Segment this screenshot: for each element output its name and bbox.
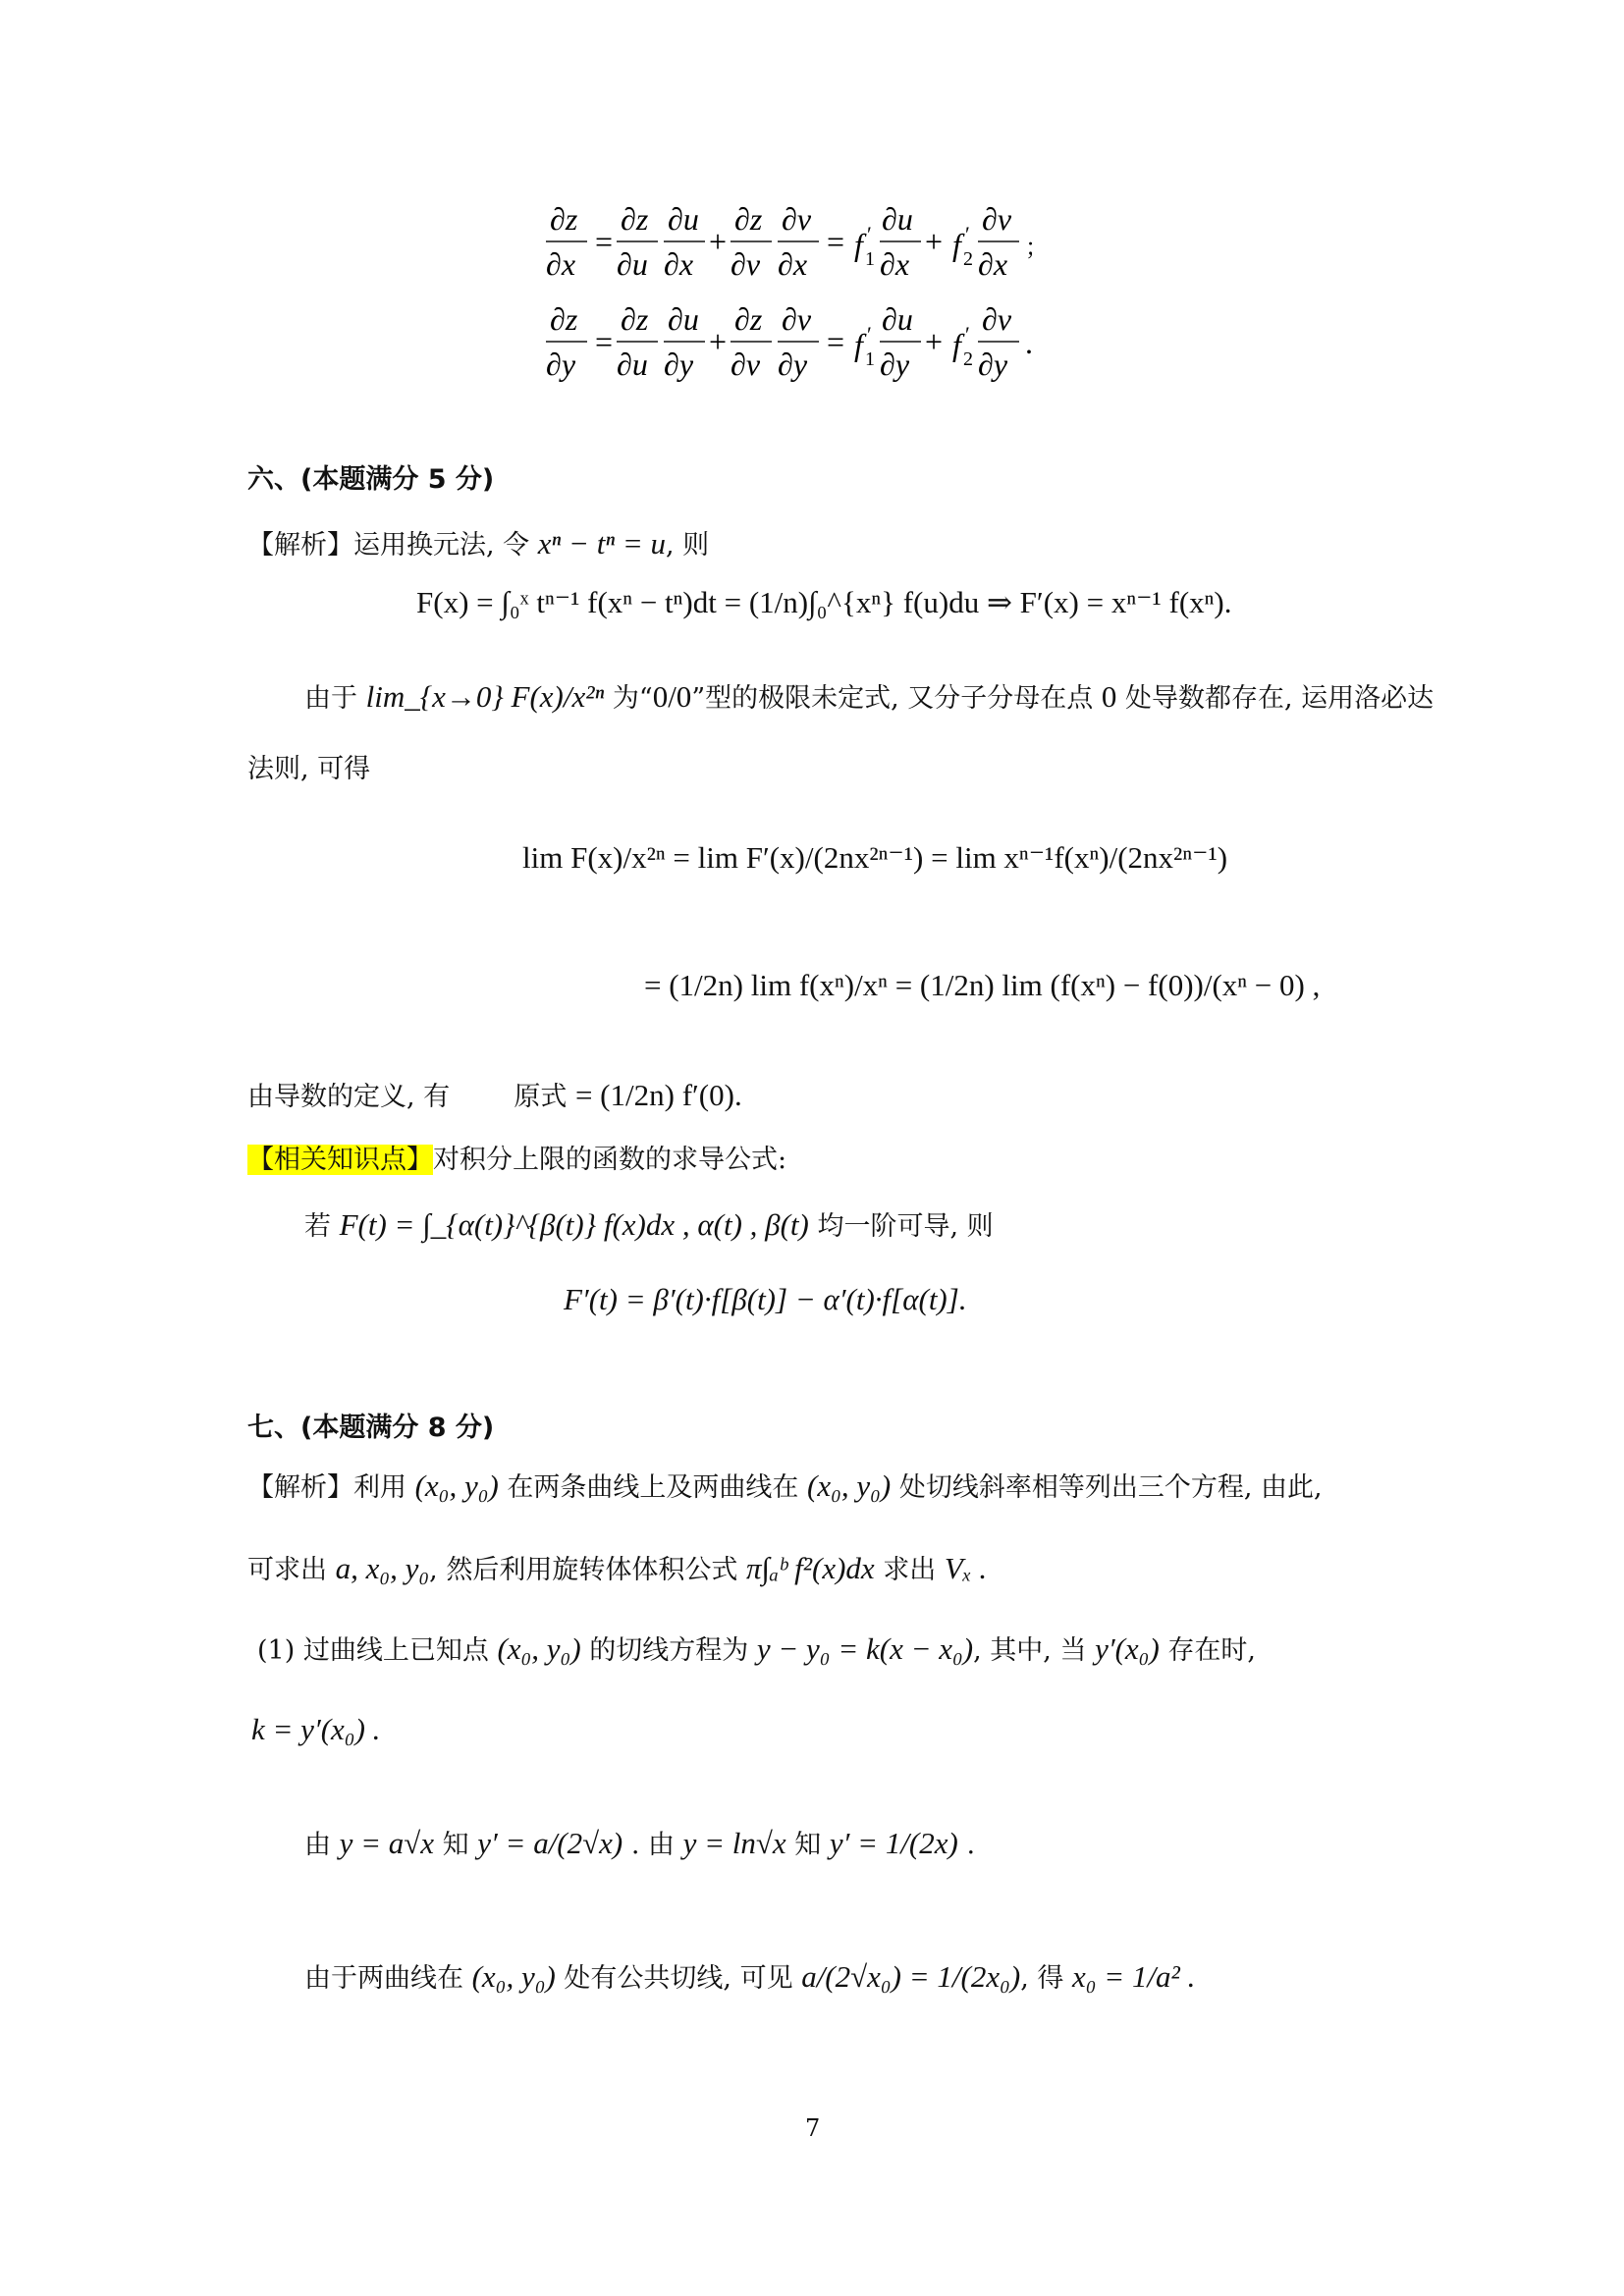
- svg-text:∂u: ∂u: [668, 301, 699, 337]
- unknown-vars: a, x₀, y₀: [335, 1551, 430, 1585]
- def-text: 由导数的定义, 有: [247, 1082, 451, 1112]
- svg-text:∂z: ∂z: [621, 301, 649, 337]
- derivative-1: y′ = a/(2√x): [477, 1826, 623, 1860]
- equation-top-1-render: [538, 194, 1049, 293]
- knowledge-text: 对积分上限的函数的求导公式:: [433, 1145, 787, 1175]
- equation-limit-2: [644, 968, 1320, 1003]
- limit-intro-line: [304, 677, 1434, 719]
- step-1-b: 的切线方程为: [589, 1635, 749, 1666]
- by-1: 由: [304, 1830, 331, 1860]
- svg-text:=: =: [827, 324, 845, 359]
- svg-text:∂z: ∂z: [550, 201, 578, 237]
- knowledge-line: [247, 1141, 786, 1180]
- equation-limit-1-text: lim F(x)/x²ⁿ = lim F′(x)/(2nx²ⁿ⁻¹) = lim xⁿ⁻¹f(xⁿ)/(2nx²ⁿ⁻¹): [522, 840, 1228, 875]
- x0-result: x₀ = 1/a² .: [1071, 1959, 1196, 1994]
- equation-top-2: [538, 294, 1049, 393]
- derivative-at-x0: y′(x₀): [1095, 1631, 1160, 1666]
- know-1: 知: [442, 1830, 469, 1860]
- limit-pre: 由于: [304, 683, 357, 714]
- svg-text:∂y: ∂y: [664, 347, 694, 382]
- substitution-expr: xⁿ − tⁿ = u: [537, 526, 667, 561]
- equation-top-1: [538, 194, 1049, 293]
- svg-text:f: f: [952, 327, 961, 362]
- step-1-c: , 其中, 当: [973, 1635, 1087, 1666]
- analysis-1b: 在两条曲线上及两曲线在: [507, 1472, 799, 1503]
- svg-text:=: =: [827, 224, 845, 259]
- equation-top-2-render: [538, 294, 1049, 393]
- step-1-num: (1): [257, 1635, 296, 1666]
- end-dot: .: [966, 1830, 976, 1860]
- curve-2: y = ln√x: [682, 1826, 786, 1860]
- analysis-2c: 求出: [883, 1555, 937, 1585]
- def-label: 原式: [514, 1082, 568, 1112]
- svg-text:∂u: ∂u: [882, 301, 913, 337]
- svg-text:1: 1: [865, 248, 875, 270]
- analysis-tag-7: 【解析】: [247, 1472, 353, 1503]
- limit-expr: lim_{x→0} F(x)/x²ⁿ: [365, 679, 605, 714]
- svg-text:1: 1: [865, 348, 875, 370]
- svg-text:2: 2: [963, 348, 973, 370]
- svg-text:f: f: [854, 327, 863, 362]
- section-7-analysis-line-1: [247, 1467, 1323, 1508]
- analysis-tag: 【解析】: [247, 530, 353, 561]
- page-number: 7: [805, 2114, 821, 2142]
- svg-text:∂u: ∂u: [617, 347, 648, 382]
- svg-text:∂y: ∂y: [546, 347, 576, 382]
- common-tangent-line: [304, 1957, 1195, 1999]
- svg-text:∂v: ∂v: [731, 347, 761, 382]
- svg-text:∂v: ∂v: [731, 246, 761, 282]
- analysis-1c: 处切线斜率相等列出三个方程, 由此,: [898, 1472, 1323, 1503]
- analysis-2b: , 然后利用旋转体体积公式: [429, 1555, 738, 1585]
- limit-post: ”型的极限未定式, 又分子分母在点: [691, 683, 1094, 714]
- analysis-text: 运用换元法, 令: [353, 530, 530, 561]
- svg-text:∂v: ∂v: [982, 301, 1012, 337]
- limit-form: 0/0: [652, 679, 692, 714]
- derivative-2: y′ = 1/(2x): [829, 1826, 958, 1860]
- svg-text:∂v: ∂v: [782, 301, 812, 337]
- volume-Vx: Vₓ .: [944, 1551, 988, 1585]
- svg-text:′: ′: [965, 222, 970, 246]
- svg-text:′: ′: [867, 222, 872, 246]
- section-6-heading: 六、(本题满分 5 分): [247, 464, 495, 495]
- derivatives-line: [304, 1824, 975, 1865]
- svg-text:∂z: ∂z: [734, 201, 763, 237]
- svg-text:′: ′: [965, 322, 970, 347]
- step-1-line: [257, 1629, 1256, 1671]
- svg-text:∂x: ∂x: [778, 246, 808, 282]
- section-7-analysis-line-2: [247, 1549, 987, 1590]
- svg-text:∂z: ∂z: [621, 201, 649, 237]
- common-b: 处有公共切线, 可见: [564, 1963, 793, 1994]
- common-a: 由于两曲线在: [304, 1963, 463, 1994]
- svg-text:∂u: ∂u: [882, 201, 913, 237]
- formula-intro-pre: 若: [304, 1211, 331, 1242]
- svg-text:∂y: ∂y: [778, 347, 808, 382]
- def-expr: = (1/2n) f′(0).: [574, 1078, 742, 1112]
- svg-text:∂u: ∂u: [668, 201, 699, 237]
- svg-text:f: f: [952, 227, 961, 262]
- point-x0-y0-3: (x₀, y₀): [497, 1631, 581, 1666]
- svg-text:∂y: ∂y: [978, 347, 1008, 382]
- svg-text:.: .: [1025, 325, 1033, 360]
- section-6-analysis: [247, 524, 709, 565]
- leibniz-formula: F′(t) = β′(t)·f[β(t)] − α′(t)·f[α(t)].: [564, 1282, 967, 1316]
- know-2: 知: [794, 1830, 822, 1860]
- analysis-2a: 可求出: [247, 1555, 327, 1585]
- svg-text:∂z: ∂z: [550, 301, 578, 337]
- limit-mid: 为“: [612, 683, 653, 714]
- svg-text:+: +: [925, 224, 944, 259]
- svg-text:∂x: ∂x: [978, 246, 1008, 282]
- svg-text:∂v: ∂v: [982, 201, 1012, 237]
- point-x0-y0-4: (x₀, y₀): [471, 1959, 556, 1994]
- common-equation: a/(2√x₀) = 1/(2x₀): [801, 1959, 1021, 1994]
- svg-text:=: =: [595, 324, 614, 359]
- svg-text:′: ′: [867, 322, 872, 347]
- analysis-1a: 利用: [353, 1472, 406, 1503]
- equation-limit-1: [522, 840, 1227, 876]
- svg-text:∂x: ∂x: [546, 246, 576, 282]
- limit-post2: 处导数都存在, 运用洛必达: [1124, 683, 1435, 714]
- knowledge-tag: 【相关知识点】: [247, 1145, 433, 1175]
- equation-F: [416, 585, 1231, 620]
- formula-intro-expr: F(t) = ∫_{α(t)}^{β(t)} f(x)dx , α(t) , β(t): [339, 1207, 809, 1242]
- formula-intro-post: 均一阶可导, 则: [817, 1211, 994, 1242]
- section-7-heading: 七、(本题满分 8 分): [247, 1413, 495, 1443]
- svg-text:∂x: ∂x: [664, 246, 694, 282]
- svg-text:+: +: [925, 324, 944, 359]
- step-1-d: 存在时,: [1167, 1635, 1256, 1666]
- derivative-definition-line: [247, 1076, 742, 1117]
- svg-text:+: +: [709, 324, 728, 359]
- svg-text:∂u: ∂u: [617, 246, 648, 282]
- svg-text:∂y: ∂y: [880, 347, 910, 382]
- equation-F-text: F(x) = ∫₀ˣ tⁿ⁻¹ f(xⁿ − tⁿ)dt = (1/n)∫₀^{xⁿ} f(u)du ⇒ F′(x) = xⁿ⁻¹ f(xⁿ).: [416, 585, 1232, 619]
- k-equation: k = y′(x₀) .: [251, 1712, 381, 1746]
- analysis-then: , 则: [666, 530, 710, 561]
- step-1-a: 过曲线上已知点: [302, 1635, 489, 1666]
- svg-text:=: =: [595, 224, 614, 259]
- svg-text:∂v: ∂v: [782, 201, 812, 237]
- volume-formula: π∫ₐᵇ f²(x)dx: [745, 1551, 875, 1585]
- svg-text:2: 2: [963, 248, 973, 270]
- formula-intro-line: [304, 1205, 994, 1247]
- equation-limit-2-text: = (1/2n) lim f(xⁿ)/xⁿ = (1/2n) lim (f(xⁿ) − f(0))/(xⁿ − 0) ,: [644, 968, 1321, 1002]
- limit-zero: 0: [1101, 679, 1117, 714]
- point-x0-y0-2: (x₀, y₀): [807, 1468, 892, 1503]
- svg-text:；: ；: [1025, 236, 1049, 261]
- svg-text:∂z: ∂z: [734, 301, 763, 337]
- rule-line: 法则, 可得: [247, 754, 371, 784]
- tangent-equation: y − y₀ = k(x − x₀): [756, 1631, 974, 1666]
- common-c: , 得: [1020, 1963, 1064, 1994]
- svg-text:+: +: [709, 224, 728, 259]
- by-2: . 由: [630, 1830, 675, 1860]
- point-x0-y0: (x₀, y₀): [414, 1468, 499, 1503]
- curve-1: y = a√x: [339, 1826, 435, 1860]
- svg-text:∂x: ∂x: [880, 246, 910, 282]
- svg-text:f: f: [854, 227, 863, 262]
